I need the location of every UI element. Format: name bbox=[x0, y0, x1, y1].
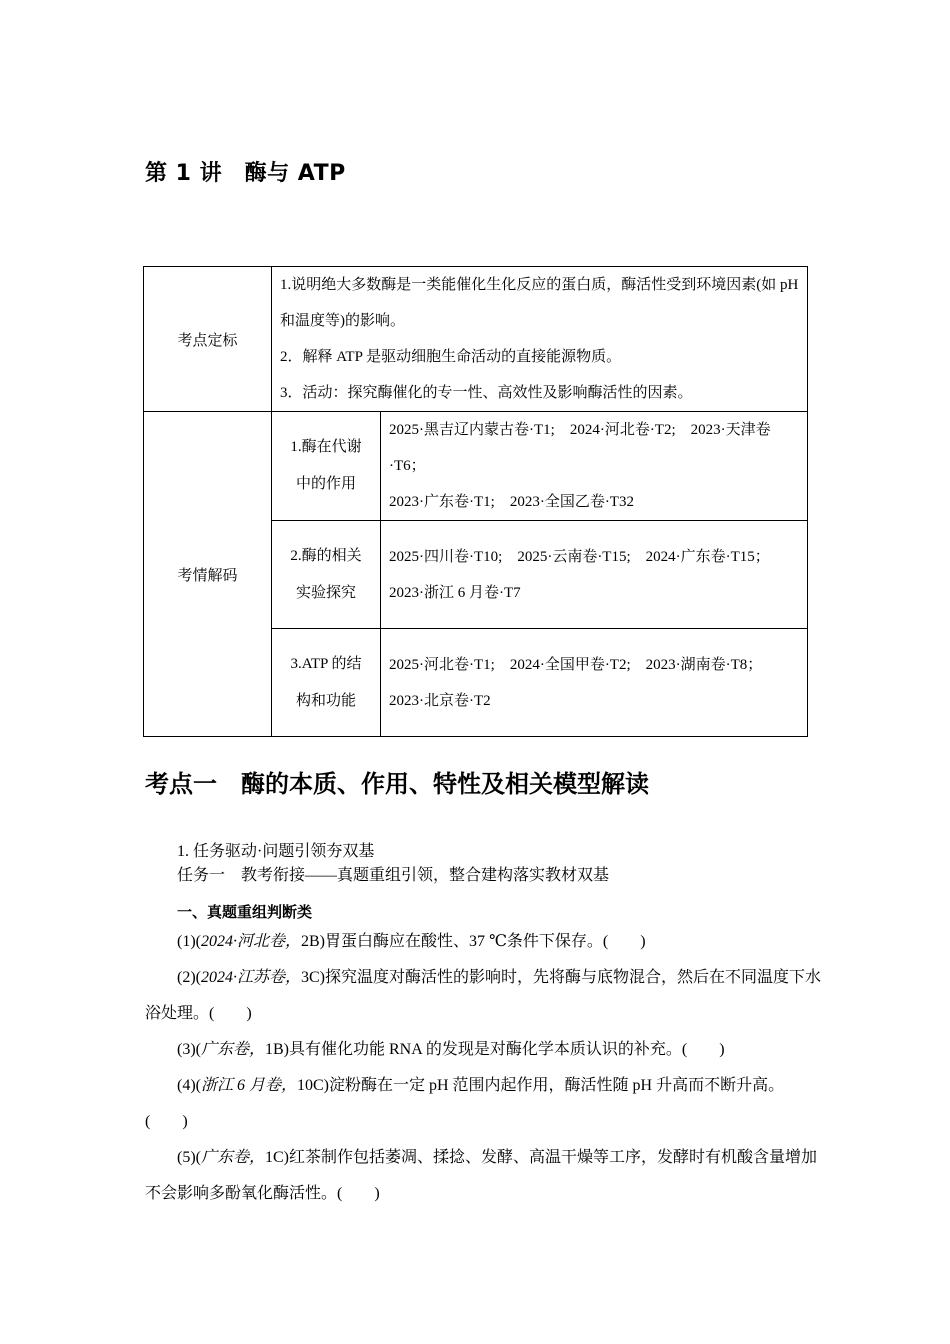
question-2-text: 探究温度对酶活性的影响时，先将酶与底物混合，然后在不同温度下水浴处理。( ) bbox=[145, 969, 822, 1022]
question-4-source: 浙江 6 月卷， bbox=[200, 1077, 297, 1094]
question-5-text: 红茶制作包括萎凋、揉捻、发酵、高温干燥等工序，发酵时有机酸含量增加不会影响多酚氧化酶活性。( ) bbox=[145, 1149, 818, 1202]
lecture-title: 第 1 讲 酶与 ATP bbox=[145, 161, 346, 186]
task-drive-line: 1. 任务驱动·问题引领夯双基 bbox=[177, 843, 375, 860]
subtopic-title-3 bbox=[272, 629, 381, 737]
task-one-line: 任务一 教考衔接——真题重组引领，整合建构落实教材双基 bbox=[177, 867, 610, 884]
subtopic-title-2 bbox=[272, 521, 381, 629]
question-2 bbox=[145, 960, 821, 1032]
standards-content bbox=[272, 267, 808, 412]
standards-label: 考点定标 bbox=[144, 267, 272, 412]
question-3-source: 广东卷， bbox=[200, 1041, 265, 1058]
subtopic-title-3-line-1: 3.ATP 的结 bbox=[290, 655, 362, 672]
question-3-text: 具有催化功能 RNA 的发现是对酶化学本质认识的补充。( ) bbox=[289, 1041, 725, 1058]
subtopic-title-3-line-2: 构和功能 bbox=[295, 692, 356, 709]
question-3-code: 1B) bbox=[265, 1041, 289, 1058]
subtopic-refs-1 bbox=[381, 412, 808, 521]
section-title: 考点一 酶的本质、作用、特性及相关模型解读 bbox=[145, 770, 649, 798]
question-5 bbox=[145, 1140, 821, 1212]
question-1 bbox=[145, 924, 821, 960]
subtopic-refs-1-line-1: 2025·黑吉辽内蒙古卷·T1; 2024·河北卷·T2; 2023·天津卷·T6； bbox=[389, 422, 771, 474]
question-3 bbox=[145, 1032, 821, 1068]
question-1-code: 2B) bbox=[301, 933, 325, 950]
analysis-label: 考情解码 bbox=[144, 412, 272, 737]
question-1-num: (1)( bbox=[177, 933, 201, 950]
question-4 bbox=[145, 1068, 821, 1140]
table-row-standards bbox=[144, 267, 808, 412]
subtopic-refs-2-line-2: 2023·浙江 6 月卷·T7 bbox=[389, 584, 521, 601]
body-text bbox=[145, 840, 821, 1212]
subtopic-title-2-line-1: 2.酶的相关 bbox=[290, 547, 362, 564]
question-4-num: (4)( bbox=[177, 1077, 201, 1094]
question-2-code: 3C) bbox=[301, 969, 325, 986]
subtopic-title-1 bbox=[272, 412, 381, 521]
subtopic-title-1-line-1: 1.酶在代谢 bbox=[290, 439, 362, 455]
question-4-code: 10C) bbox=[297, 1077, 329, 1094]
table-row-analysis-1 bbox=[144, 412, 808, 521]
subtopic-refs-3-line-2: 2023·北京卷·T2 bbox=[389, 692, 491, 709]
question-5-num: (5)( bbox=[177, 1149, 201, 1166]
standard-line-1: 1.说明绝大多数酶是一类能催化生化反应的蛋白质，酶活性受到环境因素(如 pH 和温度等)的影响。 bbox=[280, 277, 799, 329]
question-1-text: 胃蛋白酶应在酸性、37 ℃条件下保存。( ) bbox=[325, 933, 646, 950]
overview-table bbox=[143, 266, 808, 737]
subtopic-refs-1-line-2: 2023·广东卷·T1; 2023·全国乙卷·T32 bbox=[389, 494, 634, 510]
question-2-source: 2024·江苏卷， bbox=[200, 969, 301, 986]
subtopic-title-1-line-2: 中的作用 bbox=[295, 476, 356, 492]
question-3-num: (3)( bbox=[177, 1041, 201, 1058]
question-5-source: 广东卷， bbox=[200, 1149, 265, 1166]
subtopic-title-2-line-2: 实验探究 bbox=[295, 584, 356, 601]
question-2-num: (2)( bbox=[177, 969, 201, 986]
standard-line-3: 3．活动：探究酶催化的专一性、高效性及影响酶活性的因素。 bbox=[280, 385, 693, 401]
question-5-code: 1C) bbox=[265, 1149, 289, 1166]
subtopic-refs-2-line-1: 2025·四川卷·T10; 2025·云南卷·T15; 2024·广东卷·T15； bbox=[389, 548, 770, 565]
standard-line-2: 2．解释 ATP 是驱动细胞生命活动的直接能源物质。 bbox=[280, 349, 622, 365]
question-1-source: 2024·河北卷， bbox=[200, 933, 301, 950]
question-group-heading: 一、真题重组判断类 bbox=[177, 903, 313, 921]
subtopic-refs-3 bbox=[381, 629, 808, 737]
subtopic-refs-2 bbox=[381, 521, 808, 629]
question-4-text: 淀粉酶在一定 pH 范围内起作用，酶活性随 pH 升高而不断升高。( ) bbox=[145, 1077, 785, 1130]
subtopic-refs-3-line-1: 2025·河北卷·T1; 2024·全国甲卷·T2; 2023·湖南卷·T8； bbox=[389, 656, 763, 673]
